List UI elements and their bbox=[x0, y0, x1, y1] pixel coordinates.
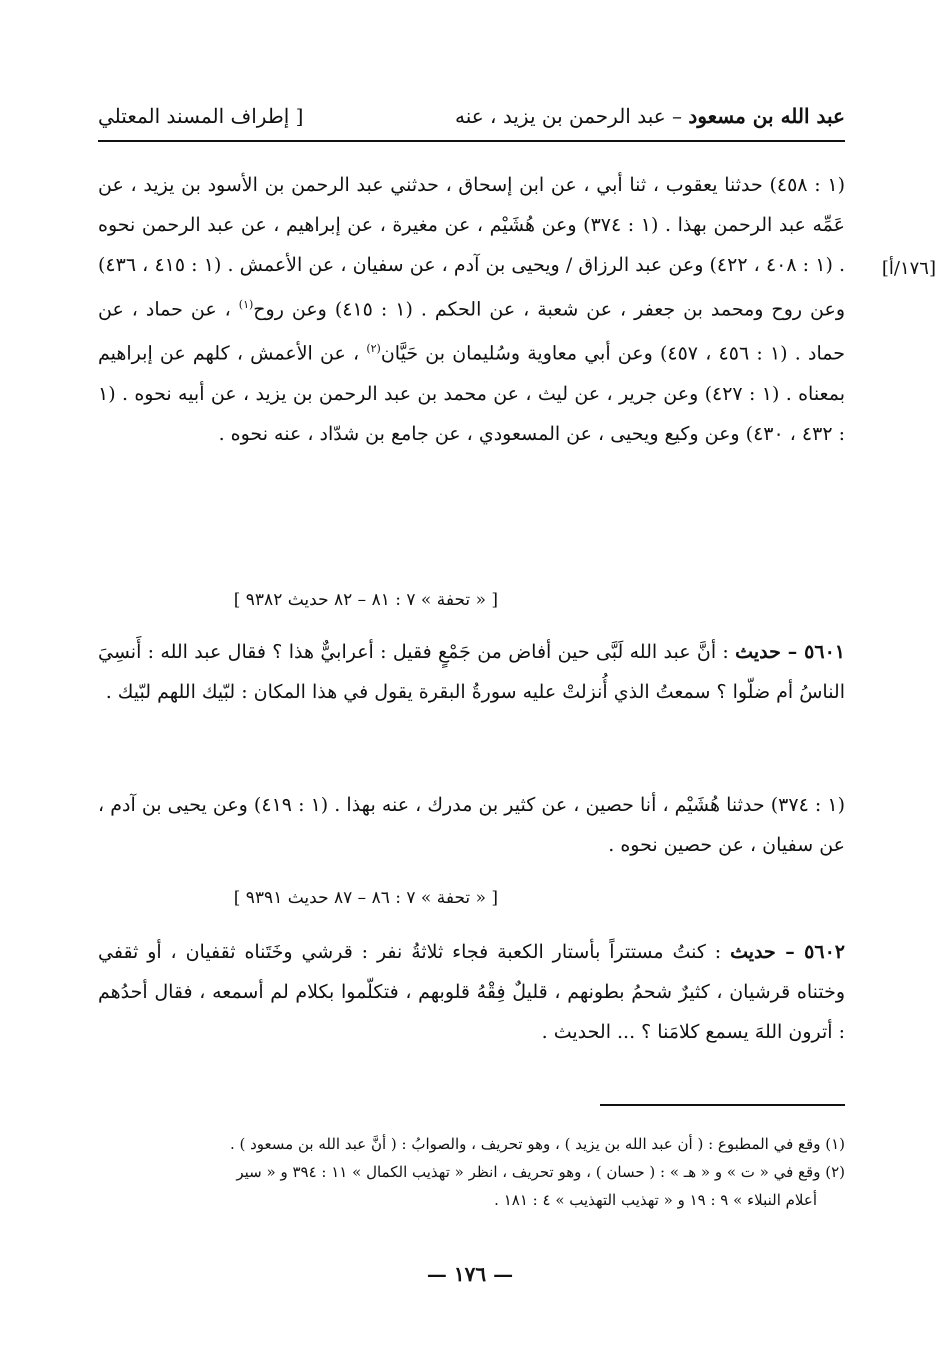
hadith-5602-paragraph: ٥٦٠٢ – حديث : كنتُ مستتراً بأستار الكعبة فجاء ثلاثةُ نفر : قرشي وخَتَناه ثقفيان ، أو ثقفي وختناه قرشيان ، كثيرٌ شحمُ بطونهم ، قليلٌ فِقْهُ قلوبهم ، فتكلّموا بكلام لم أسمعه ، فقال أحدُهم : أترون اللهَ يسمع كلامَنا ؟ ... الحديث . bbox=[98, 941, 845, 1043]
footnote-marker-1: (١) bbox=[238, 298, 254, 311]
hadith-label: حديث bbox=[730, 941, 776, 963]
hadith-label: حديث bbox=[735, 641, 781, 663]
chain-text-a: (١ : ٤٥٨) حدثنا يعقوب ، ثنا أبي ، عن ابن إسحاق ، حدثني عبد الرحمن بن الأسود بن يزيد ، عن عَمِّه عبد الرحمن بهذا . (١ : ٣٧٤) وعن هُشَيْم ، عن مغيرة ، عن إبراهيم ، عن عبد الرحمن نحوه . (١ : ٤٠٨ ، ٤٢٢) وعن عبد الرزاق / ويحيى بن آدم ، عن سفيان ، عن الأعمش . (١ : ٤١٥ ، ٤٣٦) وعن روح ومحمد بن جعفر ، عن شعبة ، عن الحكم . (١ : ٤١٥) وعن روح bbox=[98, 174, 846, 321]
footnote-divider bbox=[600, 1104, 845, 1106]
footnote-1: (١) وقع في المطبوع : ( أن عبد الله بن يزيد ) ، وهو تحريف ، والصوابُ : ( أنَّ عبد الله بن مسعود ) . bbox=[229, 1135, 845, 1153]
tuhfa-reference-1: [ « تحفة » ٧ : ٨١ – ٨٢ حديث ٩٣٨٢ ] bbox=[233, 590, 498, 610]
footnote-2-continued: أعلام النبلاء » ٩ : ١٩ و « تهذيب التهذيب » ٤ : ١٨١ . bbox=[494, 1191, 817, 1209]
header-title bbox=[455, 104, 845, 128]
hadith-text: : أنَّ عبد الله لَبَّى حين أفاض من جَمْعٍ فقيل : أعرابيٌّ هذا ؟ فقال عبد الله : أَنسِيَ الناسُ أم ضلّوا ؟ سمعتُ الذي أُنزلتْ عليه سورةُ البقرة يقول في هذا المكان : لبّيك اللهم لبّيك . bbox=[98, 641, 845, 703]
hadith-5602 bbox=[98, 932, 845, 1052]
footnotes bbox=[98, 1130, 845, 1214]
hadith-5601 bbox=[98, 632, 845, 712]
hadith-5601-paragraph: ٥٦٠١ – حديث : أنَّ عبد الله لَبَّى حين أفاض من جَمْعٍ فقيل : أعرابيٌّ هذا ؟ فقال عبد الله : أَنسِيَ الناسُ أم ضلّوا ؟ سمعتُ الذي أُنزلتْ عليه سورةُ البقرة يقول في هذا المكان : لبّيك اللهم لبّيك . bbox=[98, 641, 845, 703]
chain-block-2 bbox=[98, 785, 845, 865]
chain-paragraph-2: (١ : ٣٧٤) حدثنا هُشَيْم ، أنا حصين ، عن كثير بن مدرك ، عنه بهذا . (١ : ٤١٩) وعن يحيى بن آدم ، عن سفيان ، عن حصين نحوه . bbox=[98, 794, 846, 856]
chain-block-1 bbox=[98, 165, 845, 454]
chain-paragraph-1 bbox=[98, 165, 845, 454]
page-number: — ١٧٦ — bbox=[426, 1262, 514, 1286]
chain-text-b: ، عن حماد ، عن حماد . (١ : ٤٥٦ ، ٤٥٧) وعن أبي معاوية وسُليمان بن حَيَّان bbox=[98, 298, 845, 365]
header-title-rest: – عبد الرحمن بن يزيد ، عنه bbox=[454, 104, 689, 128]
hadith-number: ٥٦٠٢ bbox=[804, 941, 845, 963]
header-book-title: [ إطراف المسند المعتلي bbox=[98, 104, 304, 128]
footnote-marker-2: (٢) bbox=[366, 342, 381, 356]
margin-folio-note: [١٧٦/أ] bbox=[881, 258, 936, 279]
footnote-2: (٢) وقع في « ت » و « هـ » : ( حسان ) ، وهو تحريف ، انظر « تهذيب الكمال » ١١ : ٣٩٤ و « سير bbox=[236, 1163, 845, 1181]
hadith-number: ٥٦٠١ bbox=[804, 641, 845, 663]
running-header bbox=[98, 100, 845, 142]
hadith-text: : كنتُ مستتراً بأستار الكعبة فجاء ثلاثةُ نفر : قرشي وخَتَناه ثقفيان ، أو ثقفي وختناه قرشيان ، كثيرٌ شحمُ بطونهم ، قليلٌ فِقْهُ قلوبهم ، فتكلّموا بكلام لم أسمعه ، فقال أحدُهم : أترون اللهَ يسمع كلامَنا ؟ ... الحديث . bbox=[98, 941, 845, 1043]
tuhfa-reference-2: [ « تحفة » ٧ : ٨٦ – ٨٧ حديث ٩٣٩١ ] bbox=[233, 888, 498, 908]
header-title-bold: عبد الله بن مسعود bbox=[688, 104, 845, 128]
chain-text-c: ، عن الأعمش ، كلهم عن إبراهيم بمعناه . (١ : ٤٢٧) وعن جرير ، عن ليث ، عن محمد بن عبد الرحمن بن يزيد ، عن أبيه نحوه . (١ : ٤٣٢ ، ٤٣٠) وعن وكيع ويحيى ، عن المسعودي ، عن جامع بن شدّاد ، عنه نحوه . bbox=[98, 342, 845, 445]
